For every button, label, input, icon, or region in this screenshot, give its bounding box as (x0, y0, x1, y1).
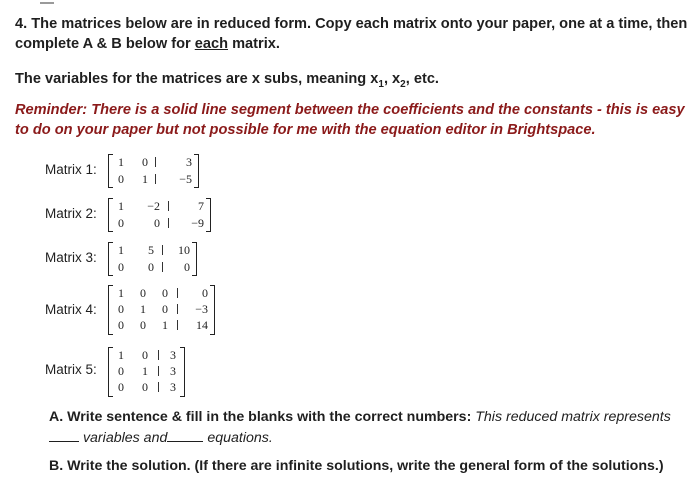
part-a-prefix: A. Write sentence & fill in the blanks with the correct numbers: (49, 409, 472, 425)
matrix-cell: 10 (178, 243, 190, 257)
matrix-2-left-bracket (108, 198, 113, 232)
variables-sub2: 2 (400, 78, 406, 90)
augment-bar (155, 174, 156, 184)
augment-bar (177, 288, 178, 298)
matrix-2-label: Matrix 2: (45, 206, 97, 221)
matrix-4 (108, 285, 216, 335)
matrix-cell: 0 (118, 216, 124, 230)
part-a-sentence-3: equations. (207, 430, 273, 446)
augment-bar (177, 320, 178, 330)
matrix-5-left-bracket (108, 347, 113, 397)
blank-equations[interactable] (167, 429, 203, 442)
augment-bar (162, 245, 163, 255)
matrix-cell: 0 (142, 348, 148, 362)
matrix-cell: −5 (179, 172, 192, 186)
matrix-cell: 0 (142, 380, 148, 394)
matrix-cell: 1 (118, 286, 124, 300)
matrix-cell: 3 (170, 348, 176, 362)
variables-prefix: The variables for the matrices are x subs, meaning x (15, 71, 379, 87)
augment-bar (168, 218, 169, 228)
matrix-cell: 1 (142, 364, 148, 378)
matrix-cell: 0 (118, 380, 124, 394)
matrix-cell: 1 (118, 199, 124, 213)
matrix-cell: 1 (142, 172, 148, 186)
matrix-cell: 0 (140, 318, 146, 332)
matrix-cell: 3 (170, 364, 176, 378)
matrix-cell: 0 (118, 364, 124, 378)
matrix-1 (108, 154, 200, 188)
matrix-cell: 0 (162, 286, 168, 300)
matrix-cell: 1 (118, 243, 124, 257)
augment-bar (158, 366, 159, 376)
matrix-cell: 0 (142, 155, 148, 169)
matrix-cell: 14 (196, 318, 208, 332)
matrix-cell: 0 (140, 286, 146, 300)
matrix-cell: 1 (162, 318, 168, 332)
matrix-1-left-bracket (108, 154, 113, 188)
matrix-cell: 0 (154, 216, 160, 230)
part-a-sentence-2: variables and (82, 430, 168, 446)
matrix-3-label: Matrix 3: (45, 250, 97, 265)
matrix-cell: 1 (118, 155, 124, 169)
question-text-underlined: each (194, 36, 229, 52)
matrix-cell: 3 (170, 380, 176, 394)
augment-bar (158, 382, 159, 392)
variables-mid: , x (383, 71, 401, 87)
matrix-cell: 7 (198, 199, 204, 213)
matrix-5 (108, 347, 186, 397)
augment-bar (155, 157, 156, 167)
matrix-5-label: Matrix 5: (45, 362, 97, 377)
matrix-cell: −2 (147, 199, 160, 213)
matrix-cell: −9 (191, 216, 204, 230)
part-a-sentence-1: This reduced matrix represents (475, 409, 671, 425)
variables-suffix: , etc. (405, 71, 439, 87)
reminder-text: Reminder: There is a solid line segment between the coefficients and the constants - this is easy to do on your paper but not possible for me with the equation editor in Brightspace. (15, 102, 685, 138)
matrix-3 (108, 242, 198, 276)
matrix-cell: 1 (118, 348, 124, 362)
part-b: B. Write the solution. (If there are infinite solutions, write the general form of the solutions.) (49, 458, 664, 474)
matrix-cell: 0 (118, 172, 124, 186)
matrix-2 (108, 198, 212, 232)
matrix-cell: 1 (140, 302, 146, 316)
question-text-part2: matrix. (228, 36, 280, 52)
matrix-4-label: Matrix 4: (45, 302, 97, 317)
matrix-cell: 3 (186, 155, 192, 169)
matrix-4-left-bracket (108, 285, 113, 335)
matrix-1-right-bracket (194, 154, 199, 188)
matrix-cell: 0 (202, 286, 208, 300)
matrix-cell: 0 (118, 302, 124, 316)
matrix-cell: 0 (118, 260, 124, 274)
matrix-5-right-bracket (180, 347, 185, 397)
matrix-cell: 0 (184, 260, 190, 274)
blank-variables[interactable] (49, 429, 79, 442)
matrix-cell: 0 (148, 260, 154, 274)
matrix-cell: −3 (195, 302, 208, 316)
matrix-1-label: Matrix 1: (45, 162, 97, 177)
question-text (15, 14, 690, 54)
matrix-3-right-bracket (192, 242, 197, 276)
augment-bar (158, 350, 159, 360)
augment-bar (177, 304, 178, 314)
variables-sub1: 1 (378, 78, 384, 90)
matrix-cell: 0 (118, 318, 124, 332)
part-a (49, 407, 689, 449)
question-number: 4. (15, 16, 28, 32)
variables-line (15, 71, 439, 90)
matrix-2-right-bracket (206, 198, 211, 232)
augment-bar (162, 262, 163, 272)
matrix-cell: 0 (162, 302, 168, 316)
matrix-4-right-bracket (210, 285, 215, 335)
matrix-cell: 5 (148, 243, 154, 257)
augment-bar (168, 201, 169, 211)
top-divider (40, 2, 54, 4)
question-text-part1: The matrices below are in reduced form. Copy each matrix onto your paper, one at a time, then complete A & B below for (15, 16, 688, 52)
matrix-3-left-bracket (108, 242, 113, 276)
